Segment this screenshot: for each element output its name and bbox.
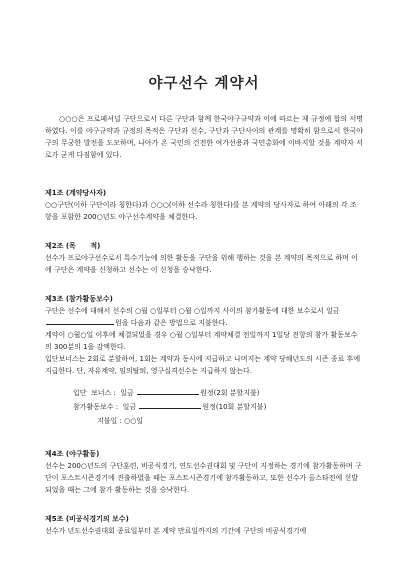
- article-2-title: 제2조 (목 적): [45, 242, 101, 250]
- article-3-para-1: [45, 305, 363, 329]
- activity-pay-row: [45, 400, 363, 414]
- article-5: [45, 513, 363, 537]
- article-2: [45, 240, 363, 276]
- article-3-title: 제3조 (참가활동보수): [45, 295, 113, 303]
- activity-pay-label: 참가활동보수 : 일금: [73, 403, 137, 411]
- article-2-body: 선수가 프로야구선수로서 특수기능에 의한 활동을 구단을 위해 행하는 것을 본 계약의 목적으로 하며 이에 구단은 계약을 신청하고 선수는 이 신청을 승낙한다.: [45, 254, 358, 274]
- spacer: [45, 428, 363, 448]
- spacer: [45, 161, 363, 187]
- signing-bonus-row: [45, 386, 363, 400]
- article-3: [45, 293, 363, 428]
- payment-day-row: 지불일 : ○○일: [97, 417, 144, 425]
- article-3-para-1-end: 원을 다음과 같은 방법으로 지불한다.: [115, 319, 228, 327]
- spacer: [45, 496, 363, 513]
- spacer: [45, 223, 363, 240]
- article-4-title: 제4조 (야구활동): [45, 450, 100, 458]
- signing-bonus-blank: [137, 387, 199, 395]
- activity-pay-blank: [139, 401, 201, 409]
- article-4: [45, 448, 363, 496]
- article-3-para-3: 입단보너스는 2회로 분할하여, 1회는 계약과 동시에 지급하고 나머지는 계약 당해년도의 시즌 종료 후에 지급한다. 단, 자유계약, 임의탈퇴, 영구실격선수는 지급하지 않는다.: [45, 355, 361, 375]
- article-5-body: 선수가 년도선수권대회 종료일부터 본 계약 만료일까지의 기간에 구단의 비공식경기에: [45, 527, 307, 535]
- article-1-title: 제1조 (계약당사자): [45, 189, 107, 197]
- article-3-para-2: 계약이 ○월○일 이후에 체결되었을 경우 ○월 ○일부터 계약체결 전일까지 1일당 전항의 참가 활동보수의 300분의 1을 감액한다.: [45, 331, 358, 351]
- article-1-body: ○○구단(이하 구단이라 칭한다)과 ○○○(이하 선수라 칭한다)를 본 계약의 당사자로 하여 아래의 각 조항을 포함한 200○년도 야구선수계약을 체결한다.: [45, 201, 357, 221]
- spacer: [45, 276, 363, 293]
- activity-pay-tail: 원정(10회 분할지불): [202, 403, 267, 411]
- amount-blank: [46, 317, 114, 325]
- document-title: 야구선수 계약서: [148, 75, 260, 92]
- signing-bonus-label: 입단 보너스 : 일금: [73, 389, 134, 397]
- article-3-para-1-start: 구단은 선수에 대해서 선수의 ○월 ○일부터 ○월 ○일까지 사이의 참가활동에 대한 보수로서 일금: [45, 307, 340, 315]
- article-5-title: 제5조 (비공식경기의 보수): [45, 515, 129, 523]
- signing-bonus-tail: 원정(2회 분할지불): [200, 389, 260, 397]
- article-4-body: 선수는 200○년도의 구단훈련, 비공식경기, 연도선수권대회 및 구단이 지정하는 경기에 참가활동하며 구단이 포스트시즌경기에 진출하였을 때는 포스트시즌경기에 참가활동하고, 또한 선수가 올스타전에 선발되었을 때는 그에 참가 활동하는 것을 승낙한다.: [45, 462, 362, 494]
- intro-paragraph: ○○○은 프로페셔널 구단으로서 다른 구단과 함께 한국야구규약과 이에 따르는 제 규정에 합의 서명하였다. 이를 야구규약과 규정의 목적은 구단과 선수, 구단과 구단사이의 관계를 명확히 함으로서 한국야구의 무궁한 발전을 도모하며, 나아가 온 국민의 건전한 여가선용과 국민총화에 이바지할 것을 계약자 서로가 굳게 다짐함에 있다.: [45, 115, 363, 159]
- spacer: [45, 377, 363, 386]
- article-1: [45, 187, 363, 223]
